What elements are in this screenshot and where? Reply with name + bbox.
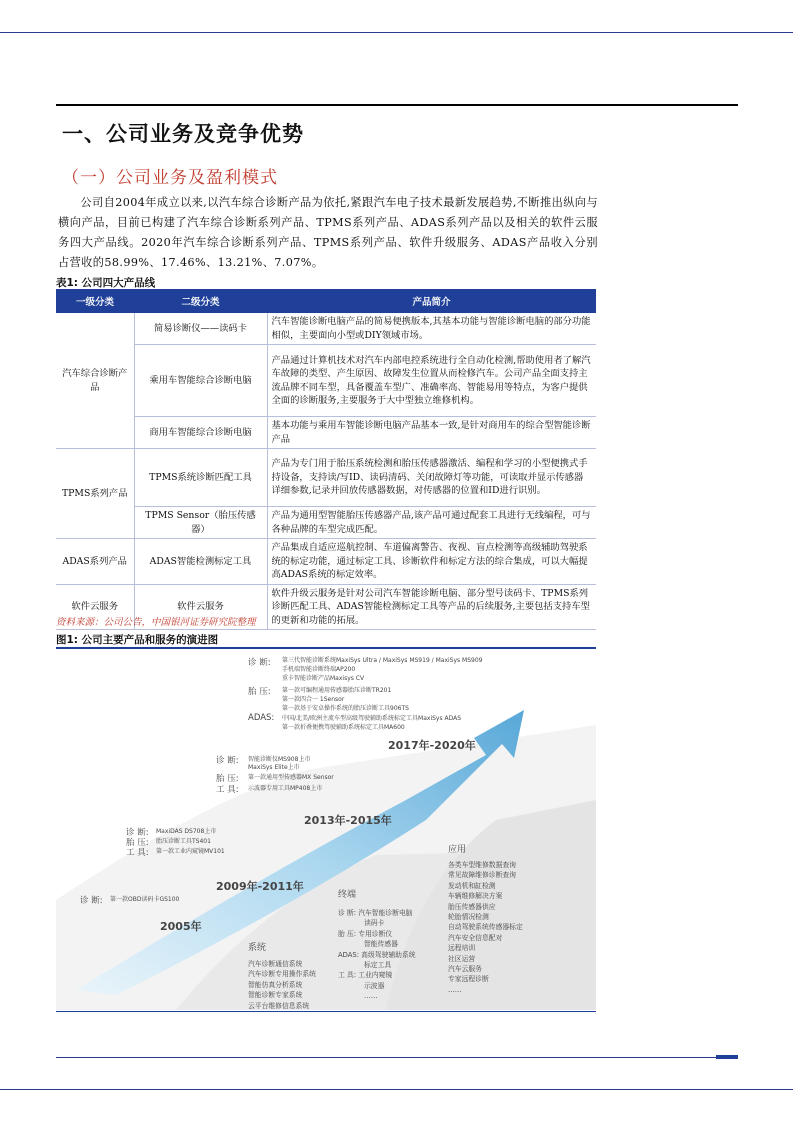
list-item: …… <box>448 985 462 994</box>
product-table <box>56 289 596 630</box>
table-row <box>56 507 596 539</box>
table-row <box>56 539 596 585</box>
product-item: 第三代智能诊断系统MaxiSys Ultra / MaxiSys MS919 / MaxiSys MS909 <box>282 657 483 664</box>
list-item: 云平台维修信息系统 <box>248 1001 310 1010</box>
list-item: 读码卡 <box>364 919 385 928</box>
year-label-2017-2020: 2017年-2020年 <box>388 739 476 752</box>
subcategory-cell: TPMS系统诊断匹配工具 <box>134 449 267 507</box>
description-cell: 软件升级云服务是针对公司汽车智能诊断电脑、部分型号读码卡、TPMS系列诊断匹配工具、ADAS智能检测标定工具等产品的后续服务,主要包括支持车型的更新和功能的拓展。 <box>267 584 596 630</box>
header-cell: 二级分类 <box>134 289 267 313</box>
applications-list <box>448 860 523 995</box>
product-item: 第一款可编程通用传感器胎压诊断TR201 <box>282 687 392 694</box>
evolution-figure <box>56 650 596 1010</box>
subcategory-cell: 软件云服务 <box>134 584 267 630</box>
year-label-2013-2015: 2013年-2015年 <box>304 814 392 827</box>
category-terminal: 终端 <box>338 890 357 900</box>
description-cell: 产品为通用型智能胎压传感器产品,该产品可通过配套工具进行无线编程，可与各种品牌的车型完成匹配。 <box>267 507 596 539</box>
description-cell: 产品为专门用于胎压系统检测和胎压传感器激活、编程和学习的小型便携式手持设备，支持读/写ID、读码清码、关闭故障灯等功能，可读取并显示传感器详细参数,记录并回放传感器数据，对传感器的位置和ID进行识别。 <box>267 449 596 507</box>
header-bottom-rule <box>56 104 738 106</box>
label-tire-pressure: 胎 压: <box>126 838 149 848</box>
header-cell: 一级分类 <box>56 289 134 313</box>
list-item: 车辆维修解决方案 <box>448 892 503 901</box>
figure-bottom-rule <box>56 1011 596 1012</box>
table-header-row <box>56 289 596 313</box>
label-diagnosis: 诊 断: <box>248 658 271 668</box>
list-item: 社区运营 <box>448 954 476 963</box>
product-item: 第一款工业内窥镜MV101 <box>156 848 225 855</box>
product-item: 智能诊断仪MS908上市 <box>248 756 311 763</box>
subsection-title: （一）公司业务及盈利模式 <box>62 168 278 188</box>
list-item: 自动驾驶系统传感器标定 <box>448 923 523 932</box>
label-diagnosis: 诊 断: <box>216 756 239 766</box>
list-item: 智能仿真分析系统 <box>248 980 303 989</box>
product-item: 手机端智能诊断终端AP200 <box>282 666 356 673</box>
table-row <box>56 313 596 345</box>
label-tool: 工 具: <box>126 848 149 858</box>
table-caption: 表1: 公司四大产品线 <box>56 277 156 289</box>
list-item: 标定工具 <box>364 961 392 970</box>
section-title: 一、公司业务及竞争优势 <box>62 122 304 146</box>
product-item: MaxiDAS DS708上市 <box>156 828 217 835</box>
list-item: 汽车安全信息配对 <box>448 933 503 942</box>
description-cell: 汽车智能诊断电脑产品的简易便携版本,其基本功能与智能诊断电脑的部分功能相似，主要面向小型或DIY领域市场。 <box>267 313 596 345</box>
description-cell: 产品通过计算机技术对汽车内部电控系统进行全自动化检测,帮助使用者了解汽车故障的类型、产生原因、故障发生位置从而检修汽车。公司产品全面支持主流品牌不同车型，具备覆盖车型广、准确率高、智能易用等特点，为客户提供全面的诊断服务,主要服务于大中型独立维修机构。 <box>267 345 596 417</box>
footer-rule <box>56 1057 738 1058</box>
list-item: 示波器 <box>364 981 385 990</box>
list-item: 发动机和缸检测 <box>448 881 496 890</box>
list-item: 胎压传感器供应 <box>448 902 496 911</box>
product-item: 第一款四合一 1Sensor <box>282 696 345 703</box>
product-item: 中国/北美/欧洲主流车型高级驾驶辅助系统标定工具MaxiSys ADAS <box>282 715 462 722</box>
product-item: MaxiSys Elite上市 <box>248 764 300 771</box>
subcategory-cell: 简易诊断仪——读码卡 <box>134 313 267 345</box>
list-item: 汽车诊断通信系统 <box>248 960 303 968</box>
label-adas: ADAS: <box>248 713 275 723</box>
label-tire-pressure: 胎 压: <box>216 774 239 784</box>
label-tool: 工 具: <box>216 785 239 795</box>
table-row <box>56 345 596 417</box>
product-item: 第一款折叠便携驾驶辅助系统标定工具MA600 <box>282 724 405 731</box>
list-item: 常见故障维修诊断查询 <box>448 871 516 880</box>
figure-caption-rule <box>56 647 596 649</box>
subcategory-cell: TPMS Sensor（胎压传感器） <box>134 507 267 539</box>
subcategory-cell: 商用车智能综合诊断电脑 <box>134 417 267 449</box>
product-item: 重卡智能诊断产品Maxisys CV <box>282 675 365 682</box>
category-cell: 汽车综合诊断产品 <box>56 313 134 449</box>
product-item: 第一款通用型传感器MX Sensor <box>248 774 334 781</box>
table-row <box>56 449 596 507</box>
product-item: 第一款基于安卓操作系统的胎压诊断工具906TS <box>282 705 409 712</box>
header-cell: 产品简介 <box>267 289 596 313</box>
label-diagnosis: 诊 断: <box>126 828 149 838</box>
product-item: 第一款OBD读码卡GS100 <box>110 896 180 903</box>
intro-paragraph: 公司自2004年成立以来,以汽车综合诊断产品为依托,紧跟汽车电子技术最新发展趋势,不断推出纵向与横向产品，目前已构建了汽车综合诊断系列产品、TPMS系列产品、ADAS系列产品以及相关的软件云服务四大产品线。2020年汽车综合诊断系列产品、TPMS系列产品、软件升级服务、ADAS产品收入分别占营收的58.99%、17.46%、13.21%、7.07%。 <box>58 196 598 269</box>
year-label-2005: 2005年 <box>160 920 202 933</box>
table-row <box>56 417 596 449</box>
subcategory-cell: 乘用车智能综合诊断电脑 <box>134 345 267 417</box>
category-applications: 应用 <box>448 845 467 855</box>
description-cell: 基本功能与乘用车智能诊断电脑产品基本一致,是针对商用车的综合型智能诊断产品 <box>267 417 596 449</box>
system-list <box>248 959 316 1010</box>
year-label-2009-2011: 2009年-2011年 <box>216 880 304 893</box>
subcategory-cell: ADAS智能检测标定工具 <box>134 539 267 585</box>
list-item: …… <box>364 992 378 1001</box>
description-cell: 产品集成自适应巡航控制、车道偏离警告、夜视、盲点检测等高级辅助驾驶系统的标定功能，通过标定工具、诊断软件和标定方法的综合集成，可以大幅提高ADAS系统的标定效率。 <box>267 539 596 585</box>
list-item: 专家远程诊断 <box>448 975 489 984</box>
list-item: 胎 压: 专用诊断仪 <box>338 929 393 938</box>
terminal-list <box>338 908 416 1002</box>
list-item: 远程培训 <box>448 944 476 953</box>
product-item: 胎压诊断工具TS401 <box>156 838 211 845</box>
category-cell: ADAS系列产品 <box>56 539 134 585</box>
label-diagnosis: 诊 断: <box>80 896 103 906</box>
list-item: 汽车云服务 <box>448 965 482 974</box>
list-item: 智能诊断专家系统 <box>248 991 303 1000</box>
footer-bottom-rule <box>0 1089 793 1090</box>
list-item: 各类车型维修数据查询 <box>448 861 516 869</box>
list-item: 诊 断: 汽车智能诊断电脑 <box>338 909 413 917</box>
product-item: 示波器专用工具MP408上市 <box>248 785 323 792</box>
page-marker <box>716 1055 738 1059</box>
list-item: 智能传感器 <box>364 940 398 949</box>
table-source: 资料来源：公司公告，中国银河证券研究院整理 <box>56 617 256 628</box>
category-cell: TPMS系列产品 <box>56 449 134 539</box>
category-cell: 软件云服务 <box>56 584 134 630</box>
figure-caption: 图1: 公司主要产品和服务的演进图 <box>56 634 219 646</box>
label-tire-pressure: 胎 压: <box>248 687 271 697</box>
category-system: 系统 <box>248 943 267 953</box>
list-item: 汽车诊断专用操作系统 <box>248 970 316 979</box>
list-item: ADAS: 高级驾驶辅助系统 <box>338 950 416 959</box>
header-top-rule <box>0 32 793 33</box>
list-item: 轮胎情况检测 <box>448 913 489 922</box>
list-item: 工 具: 工业内窥镜 <box>338 971 393 980</box>
